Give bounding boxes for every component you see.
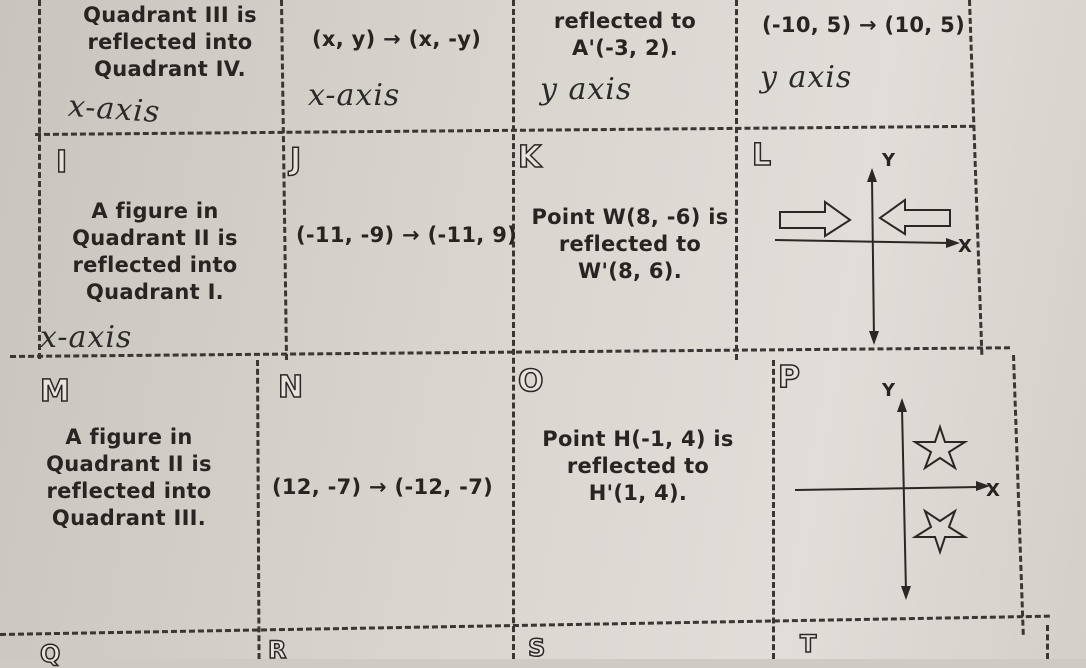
row2-letter-4: L: [752, 138, 772, 173]
row1-cell2-answer: x-axis: [308, 78, 401, 113]
row2-graph-y-arrowhead-up: [867, 168, 877, 182]
row3-graph-y-arrowhead-up: [897, 398, 907, 412]
row2-graph-x-label: X: [958, 236, 972, 257]
grid-line-row2: [10, 346, 1010, 358]
grid-line-col3b: [772, 360, 775, 659]
row4-letter-3: S: [528, 634, 546, 662]
row3-cell2-rule: (12, -7) → (-12, -7): [272, 475, 494, 499]
row1-cell1-answer: x-axis: [66, 88, 162, 131]
grid-line-col3: [735, 0, 738, 360]
row4-letter-1: Q: [40, 640, 61, 668]
right-arrow-shape: [780, 202, 850, 236]
row2-graph-y-label: Y: [882, 150, 896, 171]
grid-line-col2: [512, 0, 515, 659]
left-arrow-shape: [880, 200, 950, 234]
row2-graph-y-arrowhead-down: [869, 331, 879, 345]
row2-graph: [770, 150, 970, 345]
row1-cell4-rule: (-10, 5) → (10, 5): [762, 13, 965, 37]
grid-line-col1b: [256, 360, 261, 659]
row2-graph-x-axis: [775, 240, 950, 243]
grid-line-col1: [280, 0, 288, 360]
grid-line-col4b: [1012, 355, 1025, 635]
row2-cell1-text: A figure in Quadrant II is reflected into Quadrant I.: [72, 199, 238, 304]
row3-graph-y-arrowhead-down: [901, 586, 911, 600]
row3-letter-3: O: [518, 364, 544, 399]
grid-line-col0: [38, 0, 41, 359]
row3-letter-4: P: [778, 360, 800, 395]
lower-star-shape: [915, 511, 965, 552]
row3-cell1-text: A figure in Quadrant II is reflected into Quadrant III.: [46, 425, 212, 530]
row2-letter-2: J: [290, 142, 302, 177]
grid-line-col4: [968, 0, 983, 355]
row3-cell3-text: Point H(-1, 4) is reflected to H'(1, 4).: [542, 427, 734, 505]
row2-letter-1: I: [56, 145, 68, 180]
row3-graph-x-axis: [795, 487, 980, 490]
row3-graph-y-label: Y: [882, 380, 896, 401]
row4-letter-2: R: [268, 636, 287, 664]
row4-letter-4: T: [800, 630, 817, 658]
row3-graph-y-axis: [902, 408, 906, 592]
row1-cell3-text: reflected to A'(-3, 2).: [553, 9, 697, 60]
row1-cell2-rule: (x, y) → (x, -y): [312, 27, 482, 51]
row2-cell1-answer: x-axis: [40, 320, 133, 355]
row1-cell4-answer: y axis: [760, 60, 853, 95]
row2-cell3-text: Point W(8, -6) is reflected to W'(8, 6).: [531, 205, 729, 283]
row3-graph: [790, 380, 1005, 605]
grid-line-row3: [0, 615, 1050, 636]
row2-letter-3: K: [518, 140, 542, 175]
row1-cell1-text: Quadrant III is reflected into Quadrant IV.: [83, 3, 257, 81]
row2-graph-y-axis: [872, 178, 874, 340]
row2-cell2-rule: (-11, -9) → (-11, 9): [296, 223, 518, 247]
grid-line-row1: [35, 125, 975, 136]
row3-graph-x-label: X: [986, 480, 1000, 501]
grid-line-col5: [1046, 625, 1049, 659]
row3-letter-1: M: [40, 374, 70, 409]
upper-star-shape: [915, 427, 965, 468]
row1-cell3-answer: y axis: [540, 72, 633, 107]
row3-letter-2: N: [278, 370, 304, 405]
